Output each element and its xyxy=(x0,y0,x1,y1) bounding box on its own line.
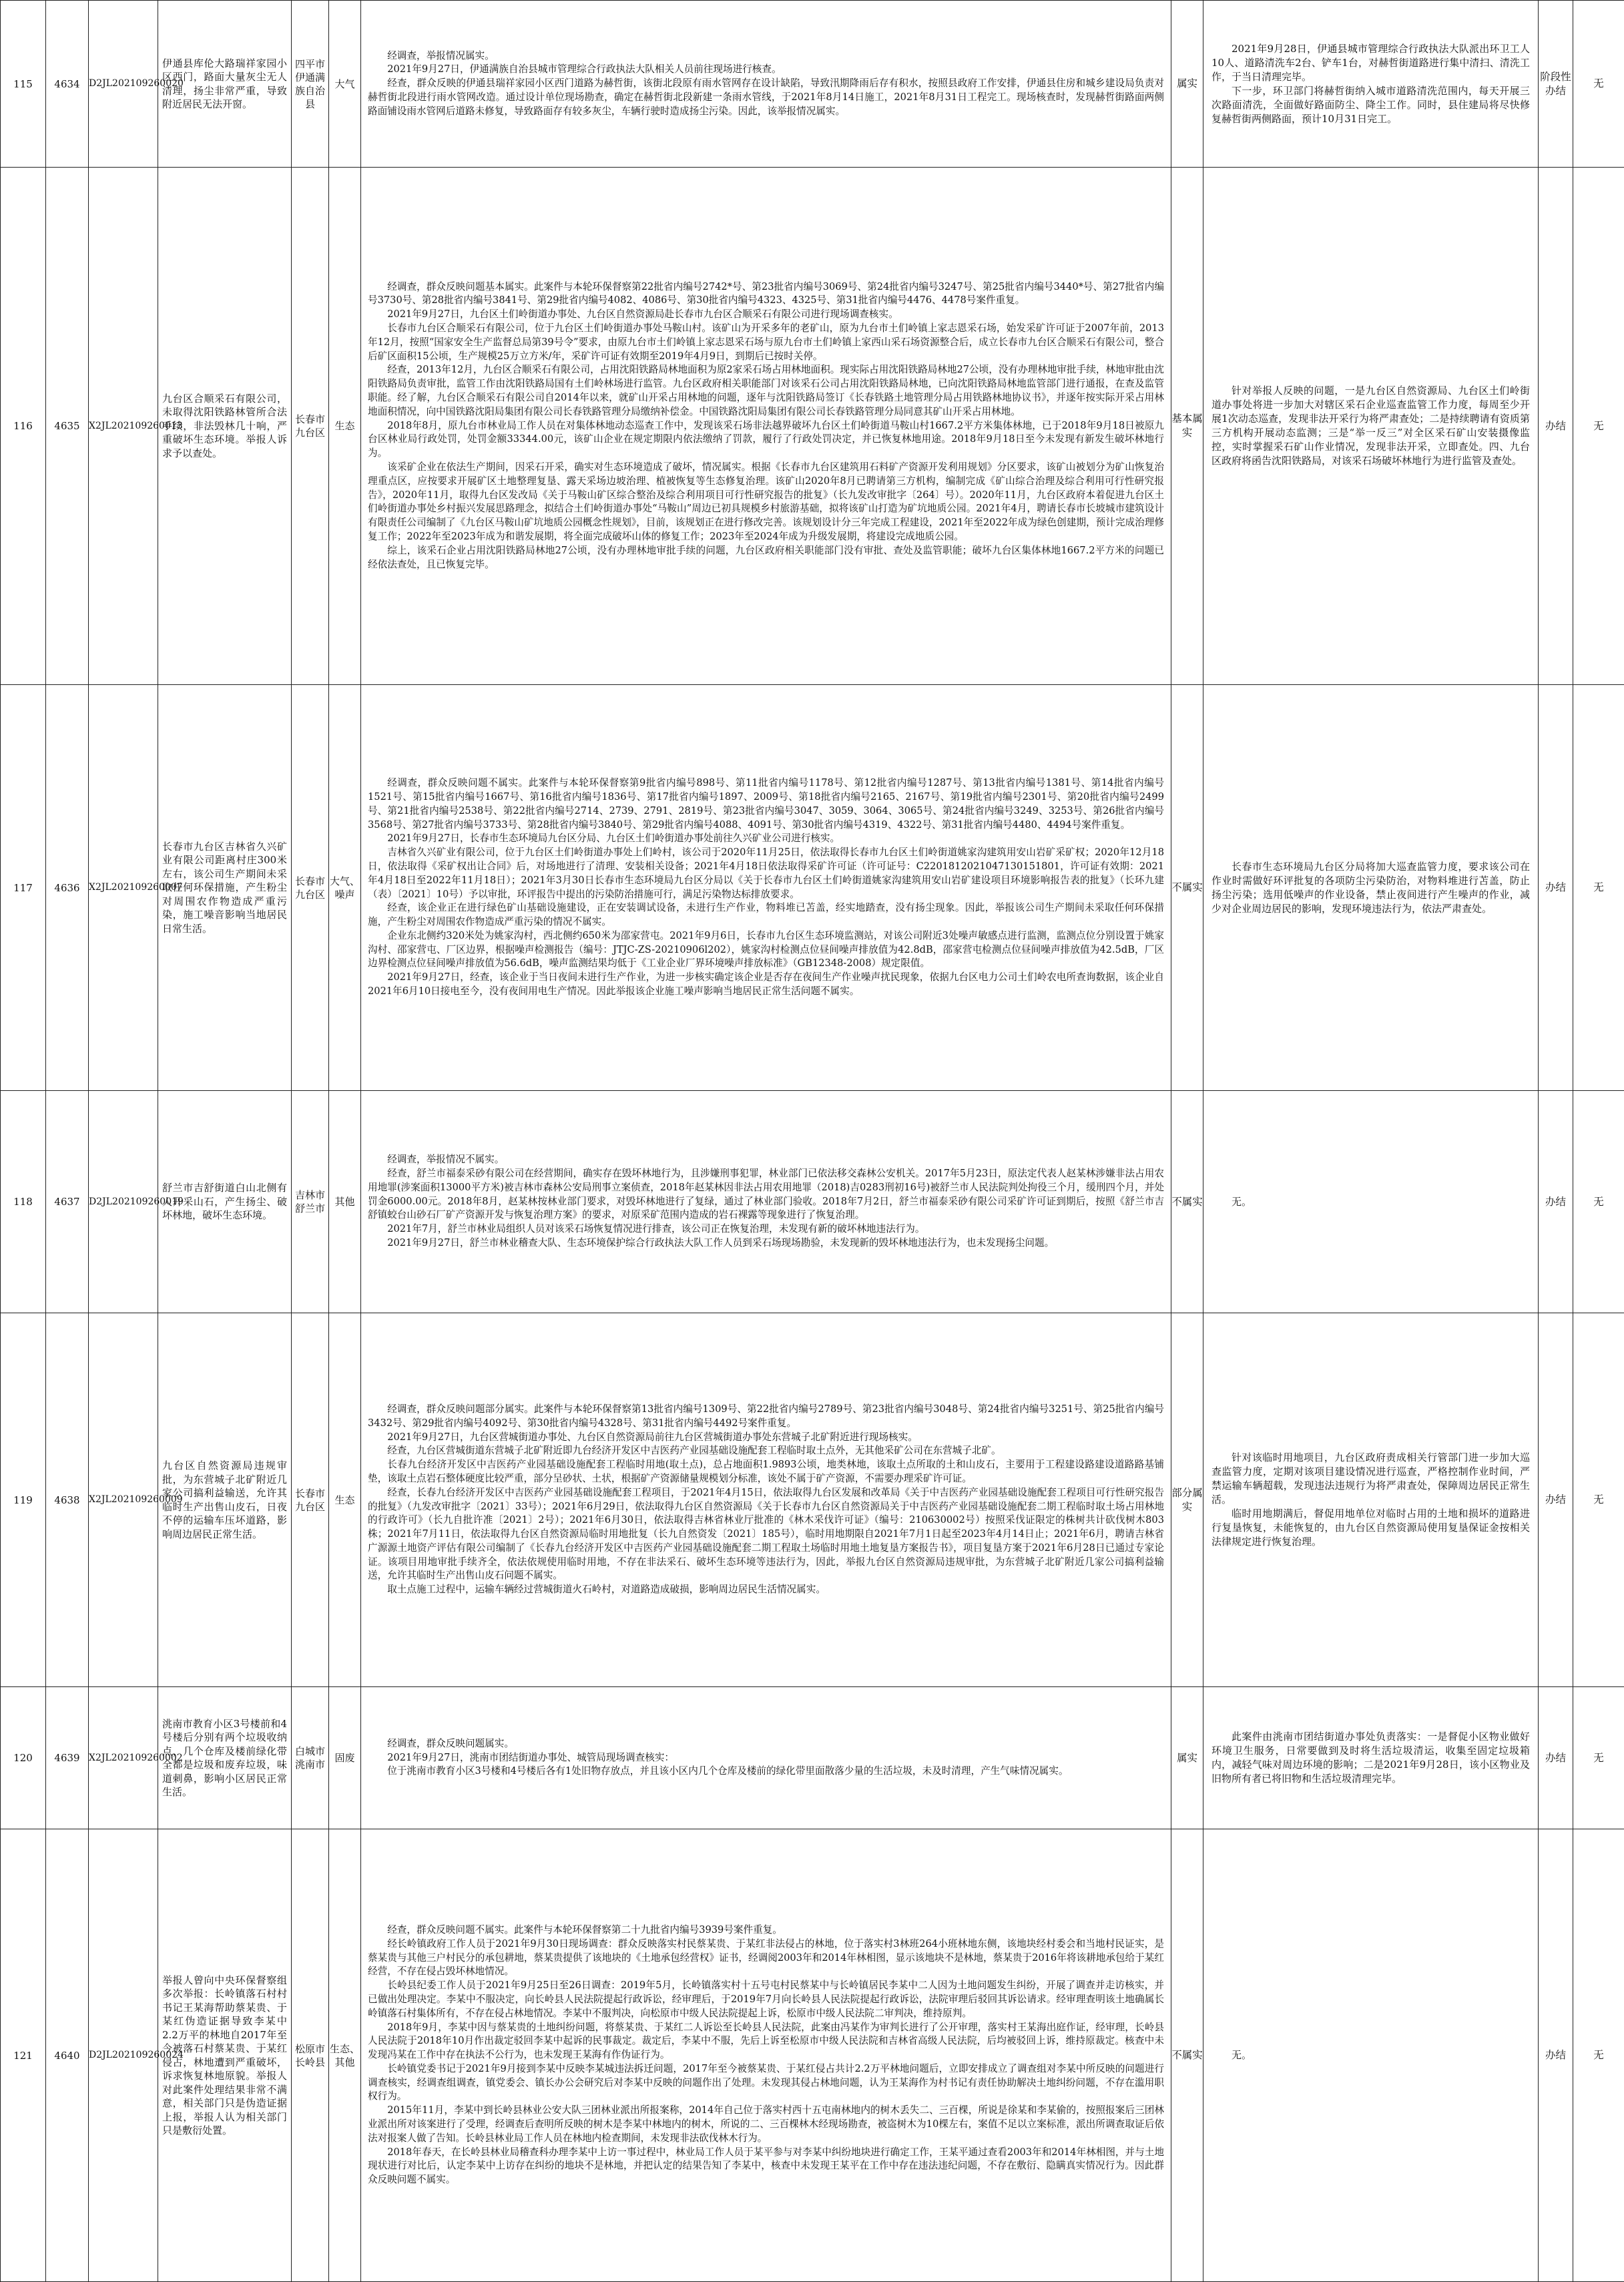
detail-paragraph: 经调查，举报情况属实。 xyxy=(368,49,1164,63)
status-cell: 办结 xyxy=(1539,1687,1573,1829)
detail-paragraph: 企业东北侧约320米处为姚家沟村，西北侧约650米为邵家营屯。2021年9月6日，长春市九台区生态环境监测站，对该公司附近3处噪声敏感点进行监测，监测点位分别设置于姚家沟村、邵家营屯、厂区边界，根据噪声检测报告（编号：JTJC-ZS-20210906l202），姚家沟村检测点位昼间噪声排放值为42.8dB，邵家营屯检测点位昼间噪声排放值为42.5dB，厂区边界检测点位昼间噪声排放值为56.6dB，噪声监测结果均低于《工业企业厂界环境噪声排放标准》（GB12348-2008）规定限值。 xyxy=(368,929,1164,971)
rectification-measures-cell xyxy=(1203,1,1539,168)
detail-paragraph: 2021年9月27日，经查，该企业于当日夜间未进行生产作业，为进一步核实确定该企业是否存在夜间生产作业噪声扰民现象，依据九台区电力公司土们岭农电所查询数据，该企业自2021年6月10日接电至今，没有夜间用电生产情况。因此举报该企业施工噪声影响当地居民正常生活问题不属实。 xyxy=(368,971,1164,999)
issue-cell: 洮南市教育小区3号楼前和4号楼后分别有两个垃圾收纳点，几个仓库及楼前绿化带全都是垃圾和废弃垃圾，味道刺鼻，影响小区居民正常生活。 xyxy=(158,1687,292,1829)
detail-paragraph: 2015年11月，李某中到长岭县林业公安大队三团林业派出所报案称，2014年自己位于落实村西十五屯南林地内的树木丢失二、三百棵，所说是徐某和李某偷的，按照报案后三团林业派出所对该案进行了受理，经调查后查明所反映的树木是李某中林地内的树木，所说的二、三百棵林木经现场勘查，被盗树木为10棵左右，案值不足以立案标准，派出所调查取证后依法对报案人做了告知。长岭县林业局工作人员在林地内检查期间，未发现非法砍伐林木行为。 xyxy=(368,2104,1164,2145)
status-cell: 办结 xyxy=(1539,168,1573,685)
investigation-detail-cell xyxy=(361,1313,1171,1687)
pollution-type-cell: 大气、噪声 xyxy=(329,685,361,1091)
verification-result-cell: 不属实 xyxy=(1171,1091,1203,1313)
detail-paragraph: 2021年9月27日，洮南市团结街道办事处、城管局现场调查核实： xyxy=(368,1751,1164,1765)
investigation-detail-cell xyxy=(361,1091,1171,1313)
row-number-cell: 118 xyxy=(1,1091,46,1313)
table-row xyxy=(1,685,1624,1091)
measure-paragraph: 2021年9月28日，伊通县城市管理综合行政执法大队派出环卫工人10人、道路清洗车2台、铲车1台，对赫哲街道路进行集中清扫、清洗工作，于当日清理完毕。 xyxy=(1211,42,1530,84)
accountability-cell: 无 xyxy=(1573,1,1624,168)
detail-paragraph: 经调查，群众反映问题不属实。此案件与本轮环保督察第9批省内编号898号、第11批省内编号1178号、第12批省内编号1287号、第13批省内编号1381号、第14批省内编号1521号、第15批省内编号1667号、第16批省内编号1836号、第17批省内编号1897、2009号、第18批省内编号2165、2167号、第19批省内编号2301号、第20批省内编号2499号、第21批省内编号2538号、第22批省内编号2714、2739、2791、2819号、第23批省内编号3047、3059、3064、3065号、第24批省内编号3249、3253号、第26批省内编号3568号、第27批省内编号3733号、第28批省内编号3840号、第29批省内编号4088、4091号、第30批省内编号4319、4322号、第31批省内编号4480、4494号案件重复。 xyxy=(368,776,1164,832)
row-number-cell: 117 xyxy=(1,685,46,1091)
case-id-cell: 4639 xyxy=(46,1687,89,1829)
table-row xyxy=(1,1313,1624,1687)
accountability-cell: 无 xyxy=(1573,168,1624,685)
detail-paragraph: 经查，2013年12月，九台区合顺采石有限公司，占用沈阳铁路局林地面积为原2家采石场占用林地面积。现实际占用沈阳铁路局林地27公顷，没有办理林地审批手续，林地审批由沈阳铁路局负责审批，监管工作由沈阳铁路局国有土们岭林场进行监管。九台区政府相关职能部门对该采石公司占用沈阳铁路局林地，已向沈阳铁路局林地监管部门进行通报，在查及监管职能。经了解，九台区合顺采石有限公司自2014年以来，就矿山开采占用林地的问题，逐年与沈阳铁路局签订《长春铁路土地管理分局占用铁路林地协议书》，并逐年按实际开采占用林地面积情况，向中国铁路沈阳局集团有限公司长春铁路管理分局缴纳补偿金。中国铁路沈阳局集团有限公司长春铁路管理分局同意其矿山开采占用林地。 xyxy=(368,363,1164,419)
detail-paragraph: 2018年8月，原九台市林业局工作人员在对集体林地动态巡查工作中，发现该采石场非法越界破坏九台区土们岭街道马鞍山村1667.2平方米集体林地，已于2018年9月18日被原九台区林业局行政处罚，处罚金额33344.00元，该矿山企业在规定期限内依法缴纳了罚款，履行了行政处罚决定，并已恢复林地用途。2018年9月18日至今未发现有新发生破坏林地行为。 xyxy=(368,419,1164,461)
status-cell: 办结 xyxy=(1539,1829,1573,2282)
verification-result-cell: 属实 xyxy=(1171,1687,1203,1829)
pollution-type-cell: 其他 xyxy=(329,1091,361,1313)
measure-paragraph: 无。 xyxy=(1211,2048,1530,2062)
detail-paragraph: 2018年9月，李某中因与蔡某贵的土地纠纷问题，将蔡某贵、于某红二人诉讼至长岭县人民法院，此案由冯某作为审判长进行了公开审理，落实村王某海出庭作证，经审理，长岭县人民法院于2018年10月作出裁定驳回李某中起诉的民事裁定。裁定后，李某中不服，先后上诉至松原市中级人民法院和吉林省高级人民法院，后均被驳回上诉，维持原裁定。核查中未发现冯某在工作中存在执法不公行为，也未发现王某海有作伪证行为。 xyxy=(368,2021,1164,2062)
pollution-type-cell: 大气 xyxy=(329,1,361,168)
case-code-cell: X2JL202109260013 xyxy=(89,168,158,685)
detail-paragraph: 取土点施工过程中，运输车辆经过营城街道火石岭村，对道路造成破损，影响周边居民生活情况属实。 xyxy=(368,1583,1164,1597)
detail-paragraph: 经查，该企业正在进行绿色矿山基础设施建设，正在安装调试设备，未进行生产作业，物料堆已苫盖，经实地踏查，没有扬尘现象。因此，举报该公司生产期间未采取任何环保措施，产生粉尘对周围农作物造成严重污染的情况不属实。 xyxy=(368,901,1164,929)
detail-paragraph: 2021年7月，舒兰市林业局组织人员对该采石场恢复情况进行排查，该公司正在恢复治理，未发现有新的破坏林地违法行为。 xyxy=(368,1222,1164,1236)
detail-paragraph: 2021年9月27日，长春市生态环境局九台区分局、九台区土们岭街道办事处前往久兴矿业公司进行核实。 xyxy=(368,832,1164,846)
status-cell: 办结 xyxy=(1539,685,1573,1091)
region-cell: 吉林市舒兰市 xyxy=(292,1091,329,1313)
detail-paragraph: 2018年春天，在长岭县林业局稽查科办理李某中上访一事过程中，林业局工作人员于某平参与对李某中纠纷地块进行确定工作，王某平通过查看2003年和2014年林相图，并与土地现状进行对比后，认定李某中上访存在纠纷的地块不是林地，并把认定的结果告知了李某中，核查中未发现王某平在工作中存在违法违纪问题，不存在敷衍、隐瞒真实情况行为。因此群众反映问题不属实。 xyxy=(368,2146,1164,2187)
verification-result-cell: 不属实 xyxy=(1171,685,1203,1091)
detail-paragraph: 经查，长春九台经济开发区中吉医药产业园基础设施配套工程项目，于2021年4月15日，依法取得九台区发展和改革局《关于中吉医药产业园基础设施配套工程项目可行性研究报告的批复》（九发改审批字〔2021〕33号）；2021年6月29日，依法取得九台区自然资源局《关于长春市九台区自然资源局关于中吉医药产业园基础设施配套二期工程临时取土场占用林地的行政许可》（长九自批许准〔2021〕2号）；2021年6月30日，依法取得吉林省林业厅批准的《林木采伐许可证》（编号：210630002号）按照采伐证限定的株树共计砍伐树木803株；2021年7月11日，依法取得九台区自然资源局临时用地批复（长九自然资发〔2021〕185号），临时用地期限自2021年7月1日起至2023年4月14日止；2021年6月，聘请吉林省广源源土地资产评估有限公司编制了《长春九台经济开发区中吉医药产业园基础设施配套二期工程取土场临时用地土地复垦方案报告书》，项目复垦方案于2021年6月28日已通过专家论证。该项目用地审批手续齐全，依法依规使用临时用地，不存在非法采石、破坏生态环境等违法行为，因此，举报九台区自然资源局违规审批，为东营城子北矿附近几家公司搞利益输送，允许其临时生产出售山皮石问题不属实。 xyxy=(368,1486,1164,1584)
rectification-measures-cell xyxy=(1203,168,1539,685)
measure-paragraph: 无。 xyxy=(1211,1195,1530,1209)
table-row xyxy=(1,168,1624,685)
detail-paragraph: 长岭县纪委工作人员于2021年9月25日至26日调查：2019年5月，长岭镇落实村十五号屯村民蔡某中与长岭镇居民李某中二人因为土地问题发生纠纷，开展了调查并走访核实，并已做出处理决定。李某中不服决定，向长岭县人民法院提起行政诉讼，经审理后，于2019年7月向长岭县人民法院提起行政诉讼，法院审理后驳回其诉讼请求。经审理查明该土地确属长岭镇落石村集体所有，不存在侵占林地情况。李某中不服判决，向松原市中级人民法院提起上诉，松原市中级人民法院二审判决，维持原判。 xyxy=(368,1979,1164,2020)
issue-cell: 举报人曾向中央环保督察组多次举报：长岭镇落石村村书记王某海帮助蔡某贵、于某红伪造证据导致李某中2.2万平的林地自2017年至今被落石村蔡某贵、于某红侵占，林地遭到严重破坏，诉求恢复林地原貌。举报人对此案件处理结果非常不满意，相关部门只是伪造证据上报，举报人认为相关部门只是敷衍处置。 xyxy=(158,1829,292,2282)
case-code-cell: X2JL202109260009 xyxy=(89,1313,158,1687)
accountability-cell: 无 xyxy=(1573,1687,1624,1829)
region-cell: 白城市洮南市 xyxy=(292,1687,329,1829)
table-row xyxy=(1,1829,1624,2282)
detail-paragraph: 2021年9月27日，伊通满族自治县城市管理综合行政执法大队相关人员前往现场进行核查。 xyxy=(368,63,1164,77)
rectification-measures-cell xyxy=(1203,1091,1539,1313)
case-code-cell: X2JL202109260007 xyxy=(89,685,158,1091)
table-row xyxy=(1,1091,1624,1313)
detail-paragraph: 2021年9月27日，九台区土们岭街道办事处、九台区自然资源局赴长春市九台区合顺采石有限公司进行现场调查核实。 xyxy=(368,308,1164,322)
pollution-type-cell: 生态 xyxy=(329,168,361,685)
detail-paragraph: 经调查，群众反映问题部分属实。此案件与本轮环保督察第13批省内编号1309号、第22批省内编号2789号、第23批省内编号3048号、第24批省内编号3251号、第25批省内编号3432号、第29批省内编号4092号、第30批省内编号4328号、第31批省内编号4492号案件重复。 xyxy=(368,1403,1164,1431)
investigation-detail-cell xyxy=(361,168,1171,685)
region-cell: 四平市伊通满族自治县 xyxy=(292,1,329,168)
status-cell: 办结 xyxy=(1539,1091,1573,1313)
detail-paragraph: 经调查，群众反映问题基本属实。此案件与本轮环保督察第22批省内编号2742*号、第23批省内编号3069号、第24批省内编号3247号、第25批省内编号3440*号、第27批省内编号3730号、第28批省内编号3841号、第29批省内编号4082、4086号、第30批省内编号4323、4325号、第31批省内编号4476、4478号案件重复。 xyxy=(368,280,1164,308)
investigation-detail-cell xyxy=(361,1,1171,168)
detail-paragraph: 吉林省久兴矿业有限公司，位于九台区土们岭街道办事处上们岭村，该公司于2020年11月25日，依法取得长春市九台区土们岭街道姚家沟建筑用安山岩矿采矿权；2020年12月18日，依法取得《采矿权出让合同》后，对场地进行了清理、安装相关设备；2021年4月18日依法取得采矿许可证（许可证号：C2201812021047130151801，许可证有效期：2021年4月18日至2022年11月18日）；2021年3月30日长春市生态环境局九台区分局以《关于长春市九台区土们岭街道姚家沟建筑用安山岩矿建设项目环境影响报告表的批复》（长环九建（表）〔2021〕10号）予以审批，环评报告中提出的污染防治措施可行，满足污染物达标排放要求。 xyxy=(368,846,1164,901)
pollution-type-cell: 生态、其他 xyxy=(329,1829,361,2282)
detail-paragraph: 2021年9月27日，九台区营城街道办事处、九台区自然资源局前往九台区营城街道办事处东营城子北矿附近进行现场核实。 xyxy=(368,1431,1164,1445)
verification-result-cell: 基本属实 xyxy=(1171,168,1203,685)
issue-cell: 九台区自然资源局违规审批，为东营城子北矿附近几家公司搞利益输送，允许其临时生产出售山皮石，日夜不停的运输车压坏道路，影响周边居民正常生活。 xyxy=(158,1313,292,1687)
issue-cell: 舒兰市吉舒街道白山北侧有人开采山石，产生扬尘、破坏林地，破坏生态环境。 xyxy=(158,1091,292,1313)
detail-paragraph: 经查，群众反映的伊通县瑞祥家园小区西门道路为赫哲街，该街北段原有雨水管网存在设计缺陷，导致汛期降雨后存有积水，按照县政府工作安排，伊通县住房和城乡建设局负责对赫哲街北段进行雨水管网改造。通过设计单位现场勘查，确定在赫哲街北段新建一条雨水管线，于2021年8月14日施工，2021年8月31日工程完工。现场核查时，发现赫哲街路面两侧路面铺设雨水管网后道路未修复，导致路面存有较多灰尘，车辆行驶时造成扬尘污染。因此，该举报情况属实。 xyxy=(368,77,1164,118)
detail-paragraph: 经调查，群众反映问题属实。 xyxy=(368,1737,1164,1751)
measure-paragraph: 长春市生态环境局九台区分局将加大巡查监管力度，要求该公司在作业时需做好环评批复的各项防尘污染防治，对物料堆进行苫盖，防止扬尘污染；选用低噪声的作业设备，禁止夜间进行产生噪声的作业，减少对企业周边居民的影响，发现环境违法行为，依法严肃查处。 xyxy=(1211,860,1530,916)
table-row xyxy=(1,1,1624,168)
row-number-cell: 121 xyxy=(1,1829,46,2282)
investigation-detail-cell xyxy=(361,685,1171,1091)
row-number-cell: 116 xyxy=(1,168,46,685)
rectification-measures-cell xyxy=(1203,1313,1539,1687)
case-id-cell: 4640 xyxy=(46,1829,89,2282)
region-cell: 长春市九台区 xyxy=(292,168,329,685)
region-cell: 松原市长岭县 xyxy=(292,1829,329,2282)
pollution-type-cell: 生态 xyxy=(329,1313,361,1687)
case-code-cell: X2JL202109260002 xyxy=(89,1687,158,1829)
status-cell: 办结 xyxy=(1539,1313,1573,1687)
detail-paragraph: 经查，舒兰市福泰采砂有限公司在经营期间，确实存在毁坏林地行为，且涉嫌刑事犯罪，林业部门已依法移交森林公安机关。2017年5月23日，原法定代表人赵某林涉嫌非法占用农用地罪(涉案面积13000平方米)被吉林市森林公安局刑事立案侦查，2018年赵某林因非法占用农用地罪（2018)吉0283刑初16号)被舒兰市人民法院判处拘役三个月，缓刑四个月，并处罚金6000.00元。2018年8月，赵某林按林业部门要求，对毁坏林地进行了复绿，通过了林业部门验收。2018年7月2日，舒兰市福泰采砂有限公司采矿许可证到期后，按照《舒兰市吉舒镇蛟台山砂石厂矿产资源开发与恢复治理方案》的要求，对原采矿范围内造成的岩石裸露等现象进行了恢复治理。 xyxy=(368,1167,1164,1222)
rectification-measures-cell xyxy=(1203,1687,1539,1829)
investigation-detail-cell xyxy=(361,1687,1171,1829)
case-id-cell: 4634 xyxy=(46,1,89,168)
detail-paragraph: 该采矿企业在依法生产期间，因采石开采，确实对生态环境造成了破坏，情况属实。根据《长春市九台区建筑用石料矿产资源开发利用规划》分区要求，该矿山被划分为矿山恢复治理重点区，应按要求开展矿区土地整理复垦、露天采场边坡治理、植被恢复等生态修复治理。该矿山2020年8月已聘请第三方机构，编制完成《矿山综合治理及综合利用可行性研究报告》，2020年11月，取得九台区发改局《关于马鞍山矿区综合整治及综合利用项目可行性研究报告的批复》（长九发改审批字〔264〕号）。2020年11月，九台区政府本着促进九台区土们岭街道办事处乡村振兴发展思路理念，拟结合土们岭街道办事处“马鞍山”周边已初具规模乡村旅游基础，拟将该矿山打造为矿坑地质公园。2021年4月，聘请长春市长坡城市建筑设计有限责任公司编制了《九台区马鞍山矿坑地质公园概念性规划》，目前，该规划正在进行修改完善。该规划设计分三年完成工程建设，2021年至2022年成为绿色创建期，预计完成治理修复工作；2022年至2023年成为和谐发展期，将全面完成破坏山体的修复工作；2023年至2024年成为升级发展期，将建设完成地质公园。 xyxy=(368,461,1164,544)
status-cell: 阶段性办结 xyxy=(1539,1,1573,168)
detail-paragraph: 经查，群众反映问题不属实。此案件与本轮环保督察第二十九批省内编号3939号案件重复。 xyxy=(368,1923,1164,1937)
row-number-cell: 120 xyxy=(1,1687,46,1829)
verification-result-cell: 属实 xyxy=(1171,1,1203,168)
case-code-cell: D2JL202109260024 xyxy=(89,1829,158,2282)
accountability-cell: 无 xyxy=(1573,1313,1624,1687)
issue-cell: 长春市九台区吉林省久兴矿业有限公司距离村庄300米左右，该公司生产期间未采取任何环保措施，产生粉尘对周围农作物造成严重污染，施工噪音影响当地居民日常生活。 xyxy=(158,685,292,1091)
rectification-measures-cell xyxy=(1203,1829,1539,2282)
verification-result-cell: 部分属实 xyxy=(1171,1313,1203,1687)
detail-paragraph: 长岭镇党委书记于2021年9月接到李某中反映李某城违法拆迁问题，2017年至今被蔡某贵、于某红侵占共计2.2万平林地问题后，立即安排成立了调查组对李某中所反映的问题进行调查核实，经调查组调查，镇党委会、镇长办公会研究后对李某中反映的问题作出了处理。未发现其侵占林地问题，认为王某海作为村书记有责任协助解决土地纠纷问题，不存在滥用职权行为。 xyxy=(368,2062,1164,2104)
detail-paragraph: 长春九台经济开发区中吉医药产业园基础设施配套工程临时用地(取土点)，总占地面积1.9893公顷，地类林地，该取土点所取的土和山皮石，主要用于工程建设路建设道路路基铺垫，该取土点岩石整体硬度比较严重，部分呈砂状、土状，根据矿产资源储量规模划分标准，该处不属于矿产资源，不需要办理采矿许可证。 xyxy=(368,1458,1164,1486)
detail-paragraph: 长春市九台区合顺采石有限公司，位于九台区土们岭街道办事处马鞍山村。该矿山为开采多年的老矿山，原为九台市土们岭镇上家志恩采石场，始发采矿许可证于2007年前，2013年12月，按照“国家安全生产监督总局第39号令”要求，由原九台市土们岭镇上家志恩采石场与原九台市土们岭镇上家西山采石场资源整合后，成立长春市九台区合顺采石有限公司，整合后矿区面积15公顷，生产规模25万立方米/年，采矿许可证有效期至2019年4月9日，到期后已按时关停。 xyxy=(368,322,1164,363)
case-id-cell: 4635 xyxy=(46,168,89,685)
issue-cell: 伊通县库伦大路瑞祥家园小区西门，路面大量灰尘无人清理，扬尘非常严重，导致附近居民无法开窗。 xyxy=(158,1,292,168)
table-row xyxy=(1,1687,1624,1829)
accountability-cell: 无 xyxy=(1573,685,1624,1091)
row-number-cell: 115 xyxy=(1,1,46,168)
case-id-cell: 4636 xyxy=(46,685,89,1091)
region-cell: 长春市九台区 xyxy=(292,1313,329,1687)
detail-paragraph: 经调查，举报情况不属实。 xyxy=(368,1153,1164,1167)
investigation-detail-cell xyxy=(361,1829,1171,2282)
measure-paragraph: 针对举报人反映的问题，一是九台区自然资源局、九台区土们岭街道办事处将进一步加大对辖区采石企业巡查监管工作力度，每周至少开展1次动态巡查，发现非法开采行为将严肃查处；二是持续聘请有资质第三方机构开展动态监测；三是“举一反三”对全区采石矿山安装摄像监控，实时掌握采石矿山作业情况，发现非法开采，立即查处。四、九台区政府将函告沈阳铁路局，对该采石场破坏林地行为进行监管及查处。 xyxy=(1211,384,1530,468)
accountability-cell: 无 xyxy=(1573,1829,1624,2282)
detail-paragraph: 经长岭镇政府工作人员于2021年9月30日现场调查：群众反映落实村民蔡某贵、于某红非法侵占的林地，位于落实村3林班264小班林地东侧，该地块经村委会和当地村民证实，是蔡某贵与其他三户村民分的承包耕地，蔡某贵提供了该地块的《土地承包经营权》证书，经调阅2003年和2014年林相图，显示该地块不是林地，蔡某贵于2016年将该耕地承包给于某红经营，不存在侵占毁坏林地情况。 xyxy=(368,1937,1164,1979)
detail-paragraph: 2021年9月27日，舒兰市林业稽查大队、生态环境保护综合行政执法大队工作人员到采石场现场勘验，未发现新的毁坏林地违法行为，也未发现扬尘问题。 xyxy=(368,1236,1164,1250)
rectification-measures-cell xyxy=(1203,685,1539,1091)
case-id-cell: 4637 xyxy=(46,1091,89,1313)
region-cell: 长春市九台区 xyxy=(292,685,329,1091)
measure-paragraph: 针对该临时用地项目，九台区政府责成相关行管部门进一步加大巡查监管力度，定期对该项目建设情况进行巡查，严格控制作业时间，严禁运输车辆超载，发现违法违规行为将严肃查处，保障周边居民正常生活。 xyxy=(1211,1451,1530,1507)
case-code-cell: D2JL202109260020 xyxy=(89,1,158,168)
case-id-cell: 4638 xyxy=(46,1313,89,1687)
issue-cell: 九台区合顺采石有限公司，未取得沈阳铁路林管所合法手续，非法毁林几十响，严重破坏生态环境。举报人诉求予以查处。 xyxy=(158,168,292,685)
measure-paragraph: 临时用地期满后，督促用地单位对临时占用的土地和损坏的道路进行复垦恢复，未能恢复的，由九台区自然资源局使用复垦保证金按相关法律规定进行恢复治理。 xyxy=(1211,1507,1530,1549)
case-code-cell: D2JL202109260019 xyxy=(89,1091,158,1313)
accountability-cell: 无 xyxy=(1573,1091,1624,1313)
detail-paragraph: 位于洮南市教育小区3号楼和4号楼后各有1处旧物存放点，并且该小区内几个仓库及楼前的绿化带里面散落少量的生活垃圾，未及时清理，产生气味情况属实。 xyxy=(368,1765,1164,1779)
row-number-cell: 119 xyxy=(1,1313,46,1687)
measure-paragraph: 下一步，环卫部门将赫哲街纳入城市道路清洗范围内，每天开展三次路面清洗，全面做好路面防尘、降尘工作。同时，县住建局将尽快修复赫哲街两侧路面，预计10月31日完工。 xyxy=(1211,84,1530,126)
verification-result-cell: 不属实 xyxy=(1171,1829,1203,2282)
detail-paragraph: 综上，该采石企业占用沈阳铁路局林地27公顷，没有办理林地审批手续的问题，九台区政府相关职能部门没有审批、查处及监管职能；破坏九台区集体林地1667.2平方米的问题已经依法查处，且已恢复完毕。 xyxy=(368,544,1164,572)
measure-paragraph: 此案件由洮南市团结街道办事处负责落实：一是督促小区物业做好环境卫生服务，日常要做到及时将生活垃圾清运，收集至固定垃圾箱内，减轻气味对周边环境的影响；二是2021年9月28日，该小区物业及旧物所有者已将旧物和生活垃圾清理完毕。 xyxy=(1211,1730,1530,1786)
detail-paragraph: 经查，九台区营城街道东营城子北矿附近即九台经济开发区中吉医药产业园基础设施配套工程临时取土点外，无其他采矿公司在东营城子北矿。 xyxy=(368,1444,1164,1458)
pollution-type-cell: 固废 xyxy=(329,1687,361,1829)
